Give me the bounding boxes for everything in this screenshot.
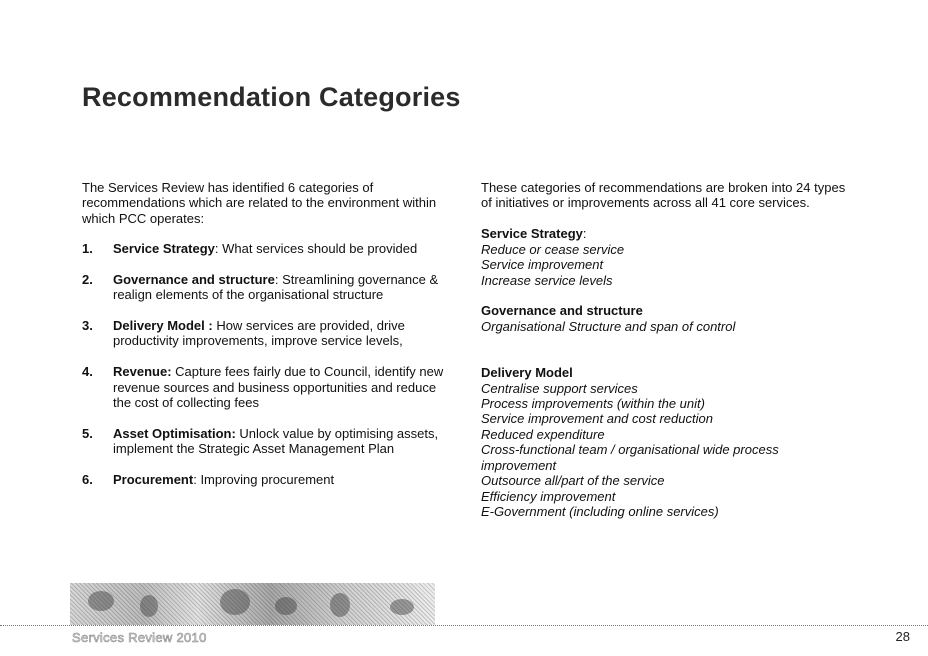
group-item: Service improvement and cost reduction xyxy=(481,411,713,427)
item-number: 1. xyxy=(82,240,93,256)
group-governance xyxy=(481,303,856,334)
item-label: Procurement xyxy=(113,472,194,488)
item-number: 3. xyxy=(82,317,93,333)
item-text: Improving procurement xyxy=(196,472,335,488)
page-number: 28 xyxy=(895,629,910,644)
group-item: Efficiency improvement xyxy=(481,488,616,504)
item-number: 4. xyxy=(82,364,93,380)
item-text: Capture fees fairly due to Council, identify new revenue sources and business opportunities and reduce the cost of collecting fees xyxy=(113,364,444,411)
right-intro: These categories of recommendations are broken into 24 types of initiatives or improvements across all 41 core services. xyxy=(481,180,846,211)
right-column xyxy=(481,180,856,519)
item-number: 6. xyxy=(82,472,93,488)
item-text: Streamlining governance & realign elements of the organisational structure xyxy=(113,271,439,303)
footer-title: Services Review 2010 xyxy=(72,630,207,645)
list-item xyxy=(82,364,450,410)
item-sep: : xyxy=(274,271,279,287)
group-heading-suffix: : xyxy=(582,226,587,242)
item-text: How services are provided, drive productivity improvements, improve service levels, xyxy=(113,317,405,349)
item-label: Service Strategy xyxy=(113,240,215,256)
group-delivery-model xyxy=(481,365,856,519)
list-item xyxy=(82,472,450,487)
list-item xyxy=(82,318,450,349)
group-item: Process improvements (within the unit) xyxy=(481,396,705,412)
footer-divider xyxy=(0,625,928,626)
item-label: Delivery Model : xyxy=(113,317,213,333)
category-list xyxy=(82,241,450,488)
item-sep: : xyxy=(193,472,197,488)
group-item: Increase service levels xyxy=(481,272,613,288)
item-text: Unlock value by optimising assets, implement the Strategic Asset Management Plan xyxy=(113,425,439,457)
group-item: Outsource all/part of the service xyxy=(481,473,665,489)
item-label: Governance and structure xyxy=(113,271,275,287)
list-item xyxy=(82,241,450,256)
item-number: 5. xyxy=(82,425,93,441)
item-number: 2. xyxy=(82,271,93,287)
list-item xyxy=(82,426,450,457)
group-service-strategy xyxy=(481,226,856,288)
item-label: Revenue: xyxy=(113,364,172,380)
group-item: Service improvement xyxy=(481,257,604,273)
group-item: Centralise support services xyxy=(481,380,638,396)
page-title: Recommendation Categories xyxy=(82,82,461,112)
group-item: Organisational Structure and span of control xyxy=(481,318,736,334)
group-heading: Delivery Model xyxy=(481,365,573,381)
item-sep: : xyxy=(214,240,219,256)
group-item: Reduce or cease service xyxy=(481,241,625,257)
item-label: Asset Optimisation: xyxy=(113,425,236,441)
group-heading: Governance and structure xyxy=(481,303,643,319)
item-text: What services should be provided xyxy=(218,240,418,256)
left-column xyxy=(82,180,450,488)
group-item: Cross-functional team / organisational wide process improvement xyxy=(481,442,779,473)
list-item xyxy=(82,272,450,303)
group-item: E-Government (including online services) xyxy=(481,503,719,519)
left-intro: The Services Review has identified 6 categories of recommendations which are related to the environment within which PCC operates: xyxy=(82,180,437,226)
group-item: Reduced expenditure xyxy=(481,426,605,442)
group-heading: Service Strategy xyxy=(481,226,583,242)
footer-photo-strip xyxy=(70,583,435,625)
